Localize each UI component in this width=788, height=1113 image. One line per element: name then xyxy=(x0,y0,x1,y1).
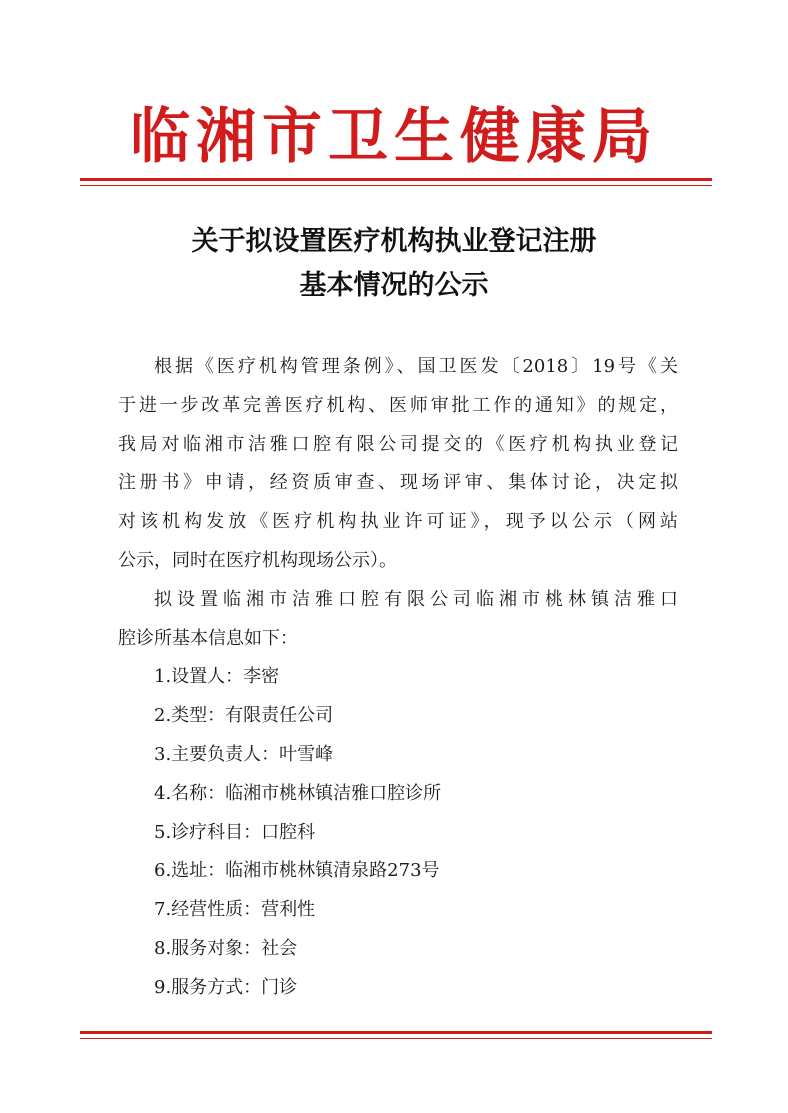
info-item-service-target: 8.服务对象：社会 xyxy=(154,937,298,959)
paragraph-1-line: 对该机构发放《医疗机构执业许可证》，现予以公示（网站 xyxy=(118,511,678,533)
info-item-service-mode: 9.服务方式：门诊 xyxy=(154,976,298,998)
paragraph-1-line: 根据《医疗机构管理条例》、国卫医发〔2018〕19号《关 xyxy=(154,356,678,377)
footer-red-rule-thick xyxy=(80,1031,712,1034)
info-item-department: 5.诊疗科目：口腔科 xyxy=(154,821,316,843)
notice-title-line-2: 基本情况的公示 xyxy=(299,270,489,301)
info-item-name: 4.名称：临湘市桃林镇洁雅口腔诊所 xyxy=(154,782,442,804)
header-red-rule-thick xyxy=(80,178,712,181)
notice-body xyxy=(118,348,678,1008)
paragraph-1-line: 公示，同时在医疗机构现场公示）。 xyxy=(118,549,397,571)
footer-red-rule-thin xyxy=(80,1038,712,1039)
org-name-header: 临湘市卫生健康局 xyxy=(130,102,658,172)
info-item-business-nature: 7.经营性质：营利性 xyxy=(154,899,316,921)
notice-title-line-1: 关于拟设置医疗机构执业登记注册 xyxy=(191,226,597,257)
paragraph-2-line: 腔诊所基本信息如下： xyxy=(118,627,298,649)
paragraph-1-line: 注册书》申请，经资质审查、现场评审、集体讨论，决定拟 xyxy=(118,472,678,494)
info-item-type: 2.类型：有限责任公司 xyxy=(154,705,334,727)
paragraph-2-line: 拟设置临湘市洁雅口腔有限公司临湘市桃林镇洁雅口 xyxy=(154,588,678,610)
paragraph-1-line: 于进一步改革完善医疗机构、医师审批工作的通知》的规定， xyxy=(118,394,678,416)
info-item-principal: 3.主要负责人：叶雪峰 xyxy=(154,743,334,765)
info-item-setter: 1.设置人：李密 xyxy=(154,666,280,688)
info-item-location: 6.选址：临湘市桃林镇清泉路273号 xyxy=(154,860,440,882)
paragraph-1-line: 我局对临湘市洁雅口腔有限公司提交的《医疗机构执业登记 xyxy=(118,433,678,455)
header-red-rule-thin xyxy=(80,185,712,186)
